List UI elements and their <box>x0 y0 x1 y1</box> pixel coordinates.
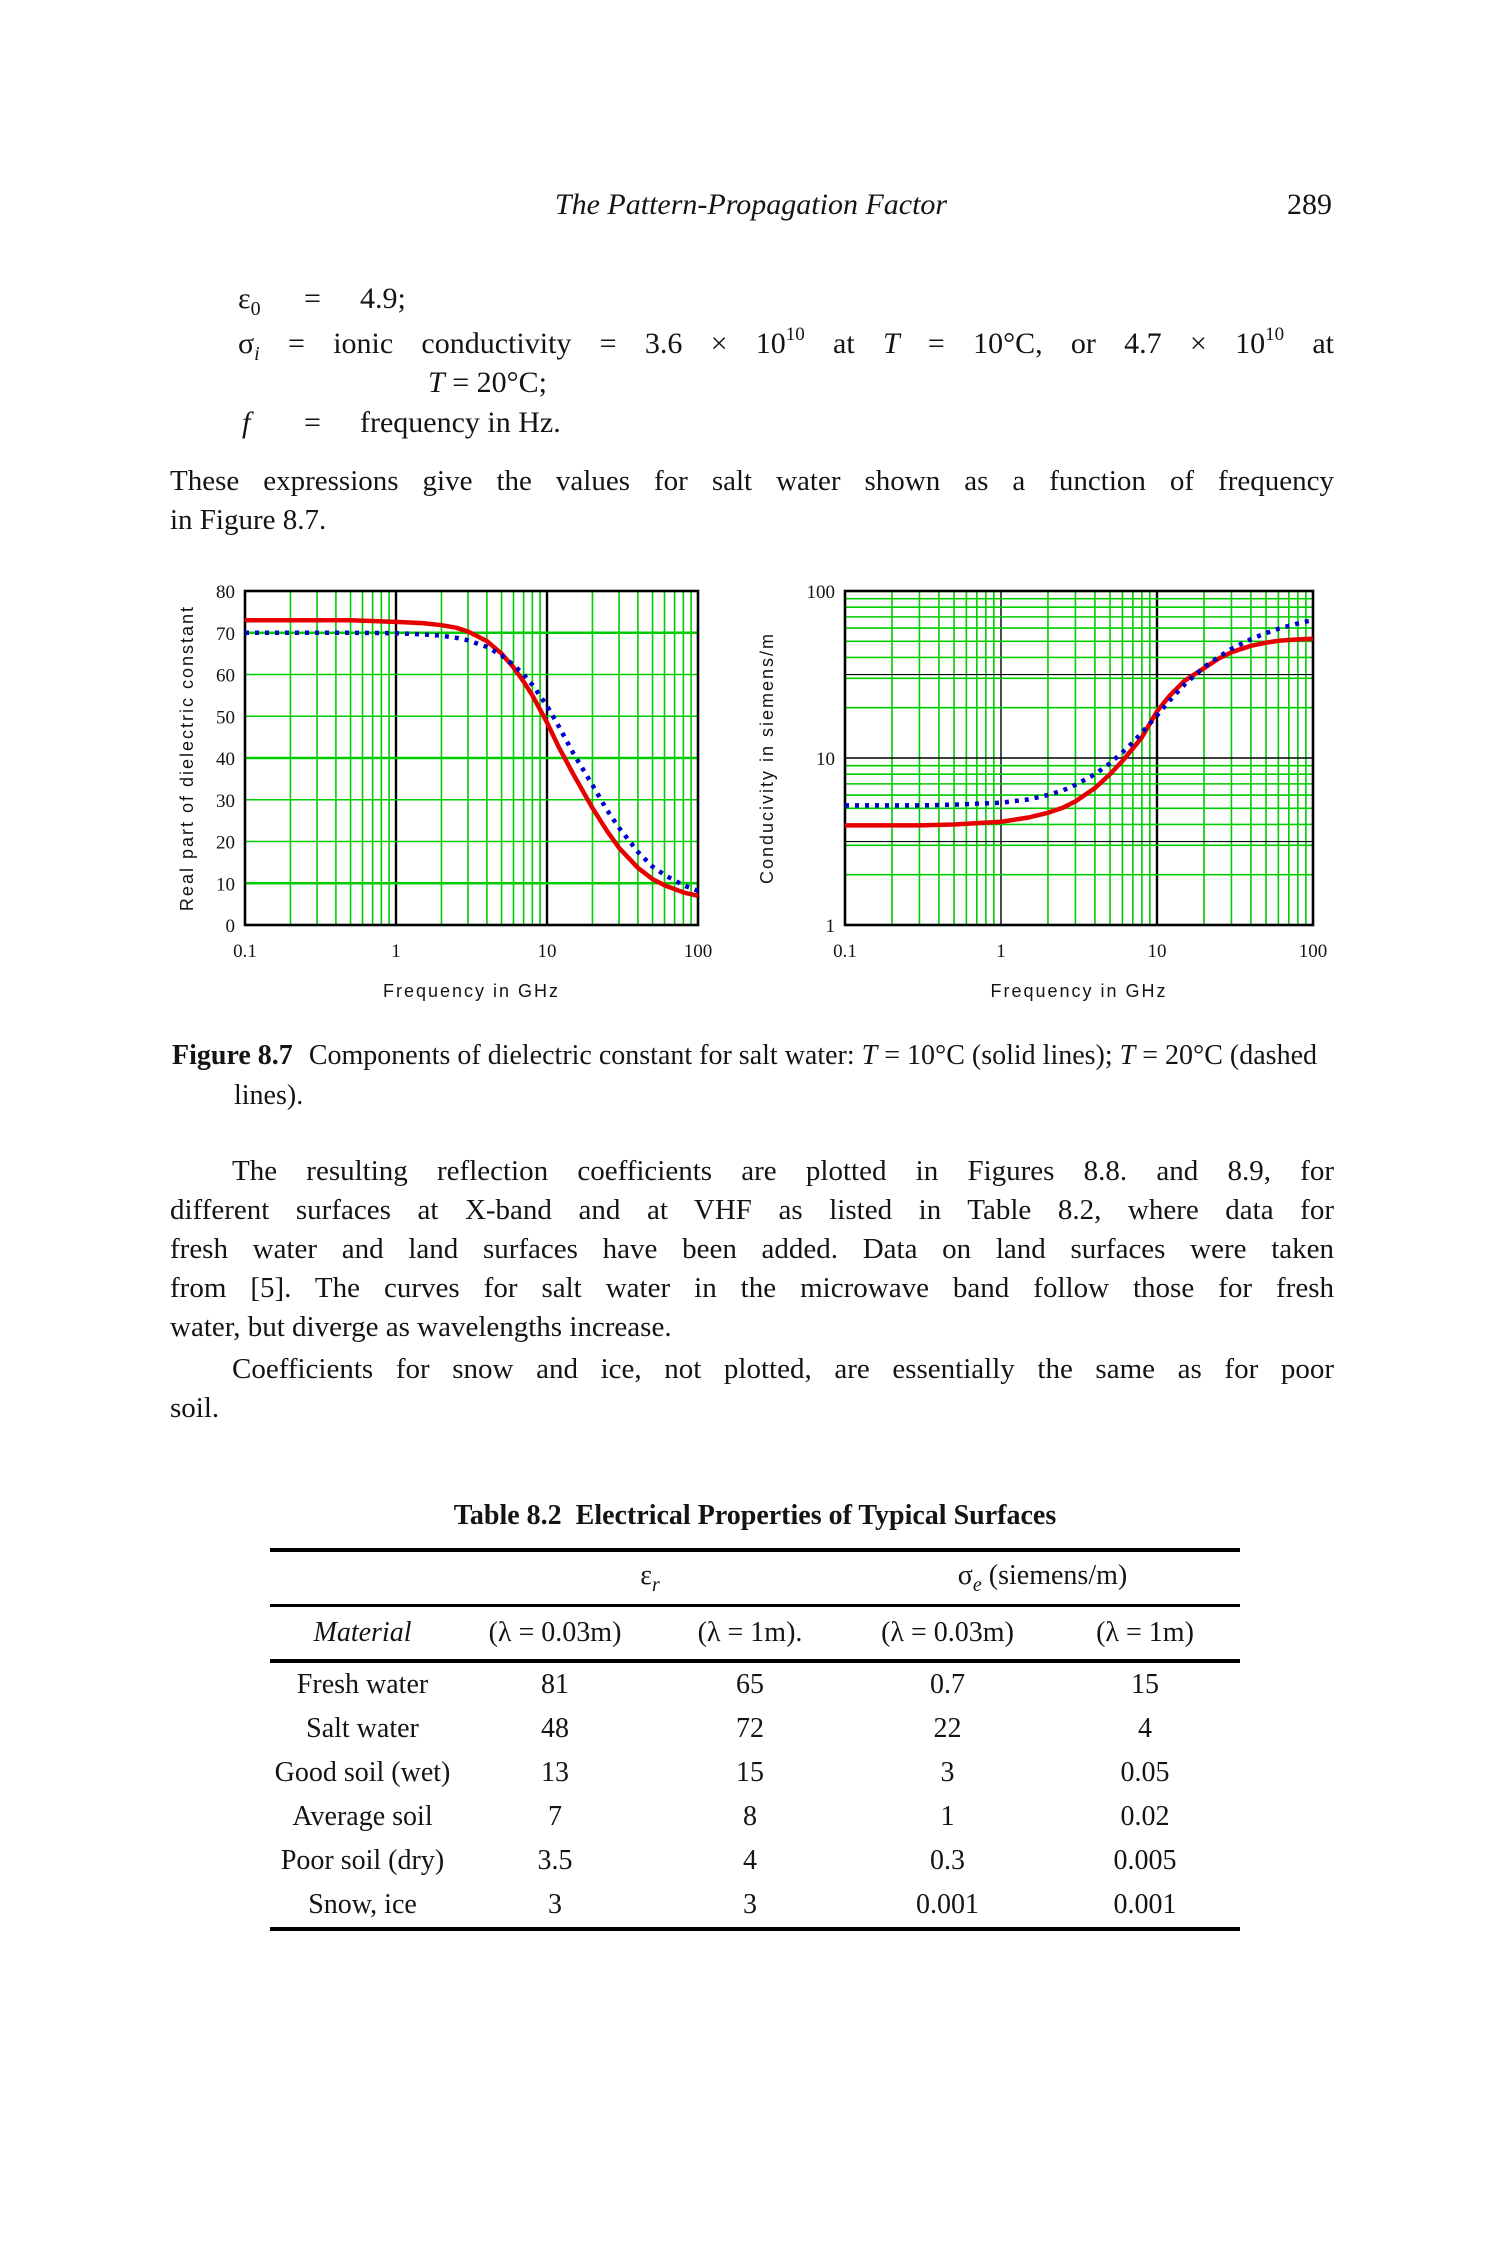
page-number: 289 <box>1287 188 1332 221</box>
svg-text:0.1: 0.1 <box>833 941 857 962</box>
value-cell: 65 <box>736 1669 764 1700</box>
value-cell: 4 <box>743 1845 757 1876</box>
caption-line-2: lines). <box>234 1080 304 1111</box>
column-header: (λ = 0.03m) <box>845 1606 1050 1662</box>
value-cell: 0.05 <box>1120 1757 1170 1788</box>
svg-text:1: 1 <box>996 941 1006 962</box>
svg-text:30: 30 <box>216 790 235 812</box>
value-cell: 0.02 <box>1120 1801 1170 1832</box>
epsilon-symbol: ε <box>640 1559 652 1591</box>
caption-text: = 10°C (solid lines); <box>877 1040 1120 1071</box>
svg-text:100: 100 <box>806 583 835 603</box>
column-header: (λ = 0.03m) <box>455 1606 655 1662</box>
sigma-subscript: e <box>972 1573 982 1596</box>
running-head-title: The Pattern-Propagation Factor <box>554 188 948 221</box>
svg-text:0: 0 <box>225 916 235 937</box>
svg-text:Real part of dielectric consta: Real part of dielectric constant <box>177 604 197 912</box>
table-row <box>270 1707 1240 1751</box>
paragraph-line: different surfaces at X-band and at VHF as listed in Table 8.2, where data for <box>170 1194 1334 1226</box>
svg-text:100: 100 <box>683 941 713 962</box>
value-cell: 1 <box>940 1801 955 1832</box>
temperature-symbol: T <box>428 366 445 399</box>
value-cell: 3 <box>940 1757 955 1788</box>
svg-text:80: 80 <box>216 583 235 603</box>
value-cell: 13 <box>541 1757 569 1788</box>
paragraph-line: Coefficients for snow and ice, not plotted, are essentially the same as for poor <box>232 1353 1334 1385</box>
value-cell: 0.3 <box>930 1845 965 1876</box>
table-row <box>270 1795 1240 1839</box>
value-cell: 22 <box>933 1713 962 1744</box>
value-cell: 0.005 <box>1113 1845 1177 1876</box>
value-cell: 4 <box>1138 1713 1152 1744</box>
sigma-subscript: i <box>254 343 260 365</box>
figure-caption <box>172 1036 1347 1116</box>
svg-text:60: 60 <box>216 665 235 687</box>
svg-text:10: 10 <box>537 941 557 962</box>
dielectric-constant-chart <box>115 583 735 1013</box>
svg-text:Frequency in GHz: Frequency in GHz <box>382 981 561 1001</box>
svg-text:100: 100 <box>1298 941 1328 962</box>
temperature-symbol: T <box>861 1040 878 1071</box>
value-cell: 0.7 <box>930 1669 965 1700</box>
table-row <box>270 1839 1240 1883</box>
material-cell: Good soil (wet) <box>274 1757 451 1788</box>
svg-text:40: 40 <box>216 749 235 770</box>
svg-text:10: 10 <box>216 874 235 896</box>
continuation-text: = 20°C; <box>444 366 547 399</box>
table-row <box>270 1751 1240 1795</box>
paragraph-line: The resulting reflection coefficients are plotted in Figures 8.8. and 8.9, for <box>232 1155 1334 1187</box>
epsilon-value: 4.9; <box>360 282 406 315</box>
empty-cell <box>270 1550 455 1606</box>
sigma-text-2: at <box>804 327 883 360</box>
material-cell: Fresh water <box>296 1669 429 1700</box>
value-cell: 15 <box>736 1757 764 1788</box>
sigma-symbol: σ <box>238 327 255 360</box>
table-column-header-row <box>270 1606 1240 1662</box>
figure-label: Figure 8.7 <box>172 1040 293 1071</box>
value-cell: 3 <box>548 1889 562 1920</box>
electrical-properties-table <box>270 1548 1240 1931</box>
exponent-2: 10 <box>1265 324 1285 345</box>
value-cell: 0.001 <box>1113 1889 1177 1920</box>
sigma-text-4: at <box>1284 327 1335 360</box>
relative-permittivity-group-header <box>455 1550 845 1606</box>
table-group-header-row <box>270 1550 1240 1606</box>
units-text: (siemens/m) <box>981 1559 1128 1591</box>
material-cell: Poor soil (dry) <box>280 1845 445 1876</box>
table-row <box>270 1883 1240 1929</box>
body-paragraph-2 <box>170 1350 1334 1428</box>
body-paragraph-1 <box>170 1152 1334 1347</box>
value-cell: 72 <box>736 1713 764 1744</box>
paragraph-line: in Figure 8.7. <box>170 504 327 536</box>
sigma-text-3: = 10°C, or 4.7 × 10 <box>899 327 1266 360</box>
value-cell: 81 <box>541 1669 569 1700</box>
temperature-symbol: T <box>1119 1040 1136 1071</box>
epsilon-symbol: ε <box>238 282 251 315</box>
svg-text:Conducivity in siemens/m: Conducivity in siemens/m <box>757 631 777 885</box>
caption-line-1 <box>172 1036 1347 1076</box>
intro-paragraph <box>170 462 1334 540</box>
paragraph-line: from [5]. The curves for salt water in the microwave band follow those for fresh <box>170 1272 1334 1304</box>
equals-sign: = <box>304 406 321 439</box>
exponent-1: 10 <box>785 324 805 345</box>
frequency-definition: frequency in Hz. <box>360 406 561 439</box>
paragraph-line: fresh water and land surfaces have been added. Data on land surfaces were taken <box>170 1233 1334 1265</box>
value-cell: 15 <box>1131 1669 1159 1700</box>
svg-text:10: 10 <box>816 749 835 770</box>
value-cell: 7 <box>548 1801 562 1832</box>
table-row <box>270 1661 1240 1707</box>
paragraph-line: These expressions give the values for salt water shown as a function of frequency <box>170 465 1334 497</box>
value-cell: 8 <box>743 1801 757 1832</box>
sigma-text-1: ionic conductivity = 3.6 × 10 <box>333 327 786 360</box>
equals-sign: = <box>288 327 305 360</box>
column-header: (λ = 1m). <box>655 1606 845 1662</box>
conductivity-chart <box>735 583 1355 1013</box>
temperature-symbol: T <box>882 327 900 360</box>
table-title: Table 8.2 Electrical Properties of Typical Surfaces <box>453 1500 1057 1531</box>
paragraph-line: soil. <box>170 1392 220 1424</box>
equation-sigma <box>238 324 1334 366</box>
svg-text:1: 1 <box>391 941 401 962</box>
caption-text: Components of dielectric constant for salt water: <box>308 1040 862 1071</box>
caption-text: = 20°C (dashed <box>1135 1040 1317 1071</box>
paragraph-line: water, but diverge as wavelengths increase. <box>170 1311 672 1343</box>
svg-text:50: 50 <box>216 707 235 729</box>
svg-text:0.1: 0.1 <box>233 941 257 962</box>
epsilon-subscript: r <box>651 1573 660 1596</box>
column-header: (λ = 1m) <box>1050 1606 1240 1662</box>
svg-text:Frequency in GHz: Frequency in GHz <box>990 981 1168 1001</box>
sigma-symbol: σ <box>957 1559 973 1591</box>
equation-sigma-continuation <box>428 366 547 400</box>
equals-sign: = <box>304 282 321 315</box>
svg-text:1: 1 <box>825 916 835 937</box>
material-cell: Salt water <box>306 1713 419 1744</box>
svg-text:20: 20 <box>216 832 235 854</box>
value-cell: 48 <box>541 1713 569 1744</box>
svg-text:10: 10 <box>1147 941 1167 962</box>
value-cell: 0.001 <box>916 1889 979 1920</box>
frequency-symbol: f <box>242 406 251 439</box>
material-cell: Average soil <box>292 1801 433 1832</box>
conductivity-group-header <box>845 1550 1240 1606</box>
column-header-material: Material <box>270 1606 455 1662</box>
epsilon-subscript: 0 <box>250 298 261 320</box>
value-cell: 3.5 <box>537 1845 573 1876</box>
svg-text:70: 70 <box>216 623 235 645</box>
material-cell: Snow, ice <box>308 1889 417 1920</box>
value-cell: 3 <box>743 1889 757 1920</box>
